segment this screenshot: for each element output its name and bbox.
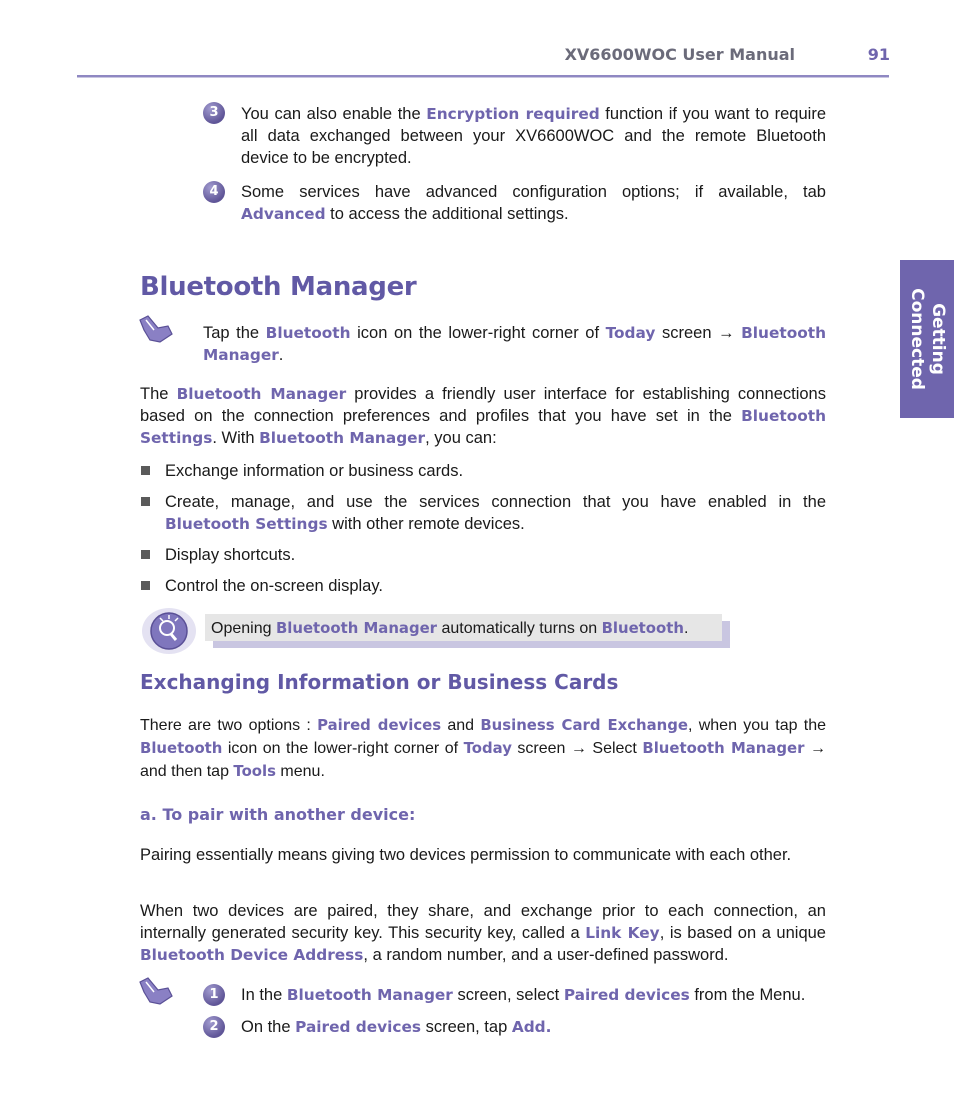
bullet-item: Control the on-screen display. [165, 577, 383, 595]
tip-note-box [205, 614, 722, 641]
bullet-marker [141, 581, 150, 590]
step-number-badge: 4 [203, 181, 225, 203]
pair-paragraph-2: When two devices are paired, they share, and exchange prior to each connection, an internally generated security key. This security key, called a Link Key, is based on a unique Bluetooth Device Address, a random number, and a user-defined password. [140, 902, 826, 964]
bullet-item: Display shortcuts. [165, 546, 296, 564]
intro-paragraph: The Bluetooth Manager provides a friendly user interface for establishing connections based on the connection preferences and profiles that you have set in the Bluetooth Settings. With Bluetooth Manager, you can: [140, 385, 826, 447]
step-number-badge: 1 [203, 984, 225, 1006]
pointing-hand-icon [138, 976, 174, 1008]
bullet-marker [141, 550, 150, 559]
bullet-item: Exchange information or business cards. [165, 462, 464, 480]
bullet-marker [141, 497, 150, 506]
side-tab-line-1: Getting [928, 303, 948, 375]
tap-instruction: Tap the Bluetooth icon on the lower-right corner of Today screen → Bluetooth Manager. [203, 324, 826, 364]
step-number-badge: 2 [203, 1016, 225, 1038]
header-divider [77, 75, 889, 78]
options-paragraph: There are two options : Paired devices and Business Card Exchange, when you tap the Bluetooth icon on the lower-right corner of Today screen → Select Bluetooth Manager → and then tap Tools menu. [140, 716, 826, 780]
pointing-hand-icon [138, 314, 174, 346]
step-number-badge: 3 [203, 102, 225, 124]
pair-heading: a. To pair with another device: [140, 805, 416, 824]
lightbulb-icon [140, 606, 198, 656]
page-number: 91 [867, 45, 890, 64]
bullet-item: Create, manage, and use the services connection that you have enabled in the Bluetooth Settings with other remote devices. [165, 493, 826, 533]
subsection-title: Exchanging Information or Business Cards [140, 670, 619, 694]
section-title: Bluetooth Manager [140, 272, 417, 302]
bullet-marker [141, 466, 150, 475]
tip-note-text: Opening Bluetooth Manager automatically turns on Bluetooth. [211, 619, 689, 637]
step-4-text: Some services have advanced configuration options; if available, tab Advanced to access the additional settings. [241, 183, 826, 223]
step-1-text: In the Bluetooth Manager screen, select Paired devices from the Menu. [241, 986, 806, 1004]
step-2-text: On the Paired devices screen, tap Add. [241, 1018, 552, 1036]
step-3-text: You can also enable the Encryption required function if you want to require all data exchanged between your XV6600WOC and the remote Bluetooth device to be encrypted. [241, 105, 826, 167]
manual-title: XV6600WOC User Manual [564, 45, 795, 64]
side-tab-line-2: Connected [907, 288, 927, 390]
pair-paragraph-1: Pairing essentially means giving two devices permission to communicate with each other. [140, 846, 792, 864]
chapter-side-tab [900, 260, 954, 418]
